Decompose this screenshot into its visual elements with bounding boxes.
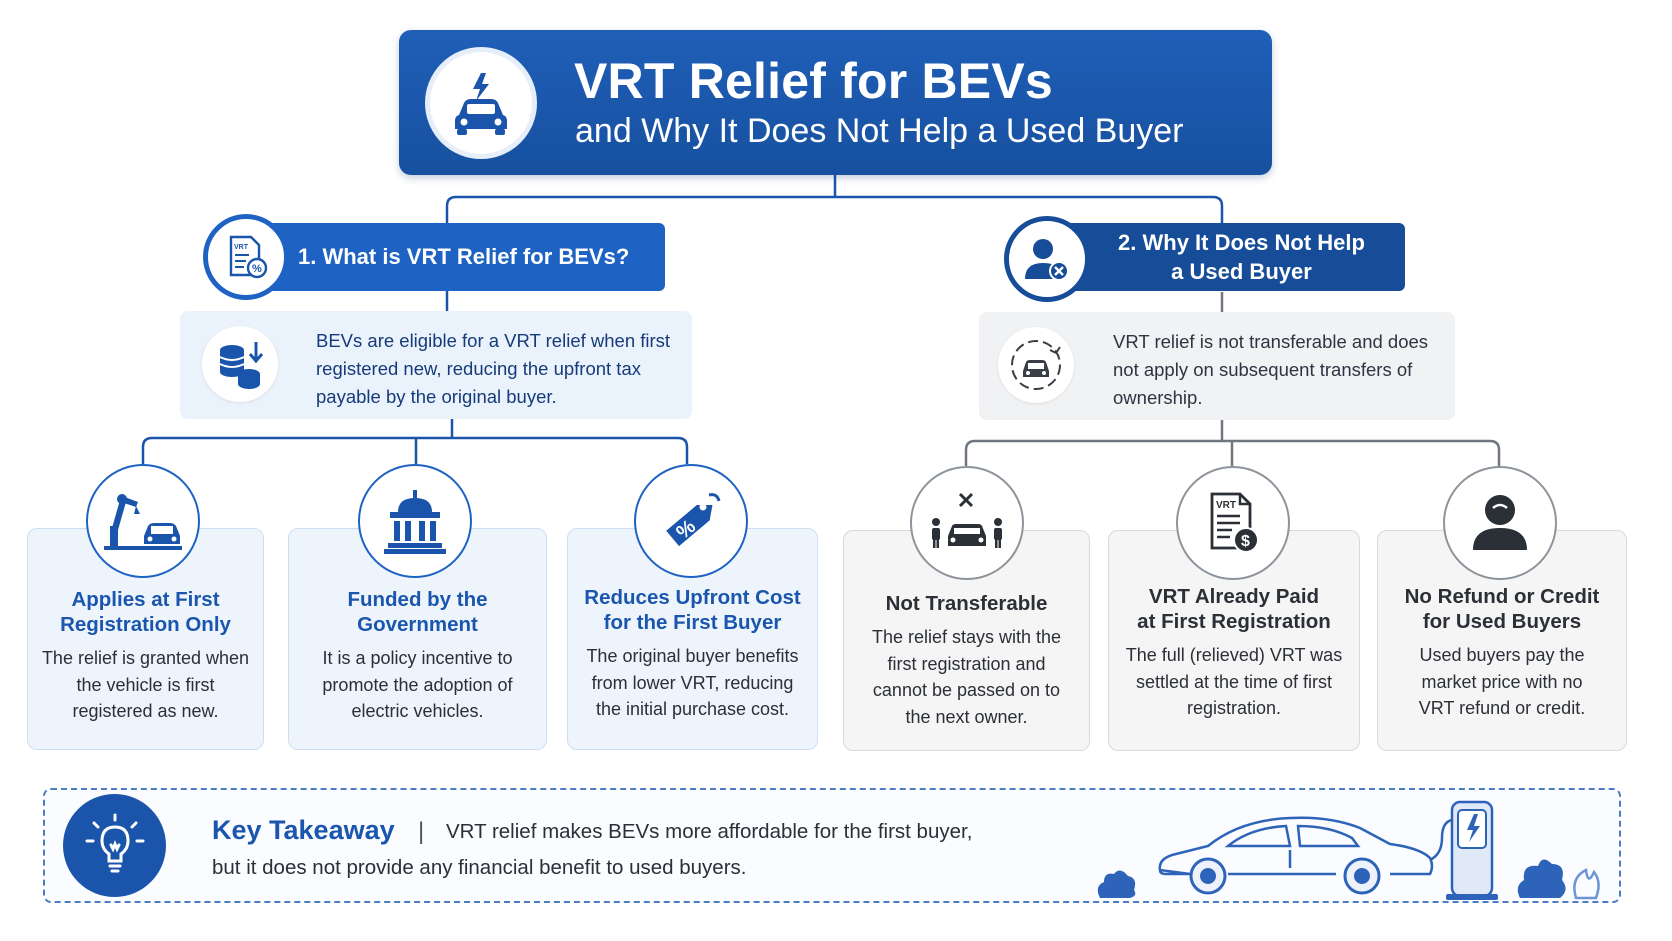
section-2-heading-line-2: a Used Buyer <box>1171 259 1312 284</box>
card-text-line: the next owner. <box>905 706 1028 727</box>
card-text-line: Used buyers pay the <box>1419 645 1585 665</box>
government-building-icon <box>358 464 472 578</box>
section-2-heading-text <box>1118 228 1365 286</box>
svg-text:$: $ <box>1241 533 1250 550</box>
section-1-description-line-3: payable by the original buyer. <box>316 386 557 407</box>
card-title-line: VRT Already Paid <box>1148 585 1320 608</box>
discount-tag-icon <box>634 464 748 578</box>
page-title: VRT Relief for BEVs <box>574 53 1053 109</box>
vrt-paid-document-icon <box>1176 466 1290 580</box>
card-title-line: Funded by the <box>347 588 488 611</box>
no-transfer-icon <box>910 466 1024 580</box>
card-text-line: VRT refund or credit. <box>1418 698 1586 718</box>
user-denied-icon <box>1004 216 1090 302</box>
coins-down-icon <box>202 326 278 402</box>
key-takeaway-separator: | <box>418 818 425 845</box>
card-title-line: Not Transferable <box>885 592 1048 615</box>
card-text-line: registration. <box>1186 698 1282 718</box>
key-takeaway-title: Key Takeaway <box>212 815 395 845</box>
svg-text:%: % <box>672 515 701 544</box>
unhappy-user-icon <box>1443 466 1557 580</box>
card-title-line: at First Registration <box>1137 610 1331 633</box>
lightbulb-icon <box>63 794 166 897</box>
section-2-description-line-3: ownership. <box>1113 387 1203 408</box>
card-text-line: market price with no <box>1421 671 1583 692</box>
card-title-line: for the First Buyer <box>603 611 782 634</box>
card-text-line: the vehicle is first <box>76 674 215 695</box>
tax-document-icon <box>203 214 289 300</box>
card-text-line: first registration and <box>887 653 1046 674</box>
section-1-description-line-1: BEVs are eligible for a VRT relief when first <box>316 330 671 351</box>
key-takeaway-line-1: VRT relief makes BEVs more affordable for the first buyer, <box>446 820 973 843</box>
page-subtitle: and Why It Does Not Help a Used Buyer <box>575 112 1184 150</box>
factory-robot-car-icon <box>86 464 200 578</box>
card-text-line: The relief stays with the <box>871 627 1062 647</box>
section-2-description-line-2: not apply on subsequent transfers of <box>1113 359 1413 380</box>
vrt-icon-label: VRT <box>1216 500 1236 511</box>
electric-car-charging-icon <box>1090 798 1615 902</box>
card-title-line: Reduces Upfront Cost <box>584 586 801 609</box>
card-text-line: the initial purchase cost. <box>595 699 790 719</box>
key-takeaway-line-2: but it does not provide any financial benefit to used buyers. <box>212 856 747 879</box>
card-title-line: Registration Only <box>60 613 231 636</box>
card-text-line: electric vehicles. <box>351 701 484 721</box>
card-title-line: Applies at First <box>71 588 220 611</box>
section-2-heading-line-1: 2. Why It Does Not Help <box>1118 230 1365 255</box>
card-text-line: The original buyer benefits <box>586 646 799 666</box>
section-1-heading <box>230 223 665 291</box>
section-1-heading-text: 1. What is VRT Relief for BEVs? <box>298 244 630 269</box>
card-text-line: promote the adoption of <box>322 674 513 695</box>
svg-text:VRT: VRT <box>234 244 248 251</box>
card-text-line: settled at the time of first <box>1135 671 1333 692</box>
card-text-line: It is a policy incentive to <box>322 648 513 668</box>
svg-text:%: % <box>252 263 262 275</box>
card-text-line: registered as new. <box>72 701 219 721</box>
card-title-line: Government <box>357 613 478 636</box>
card-text-line: cannot be passed on to <box>872 680 1061 700</box>
card-title-line: for Used Buyers <box>1422 610 1582 633</box>
section-1-description-line-2: registered new, reducing the upfront tax <box>316 358 641 379</box>
card-text-line: The full (relieved) VRT was <box>1125 645 1343 665</box>
card-text-line: The relief is granted when <box>41 648 250 668</box>
section-2-heading <box>1040 223 1405 291</box>
card-text-line: from lower VRT, reducing <box>591 672 794 693</box>
car-transfer-icon <box>998 327 1074 403</box>
card-title-line: No Refund or Credit <box>1404 585 1600 608</box>
section-2-description-line-1: VRT relief is not transferable and does <box>1113 331 1429 352</box>
electric-car-icon <box>425 47 537 159</box>
